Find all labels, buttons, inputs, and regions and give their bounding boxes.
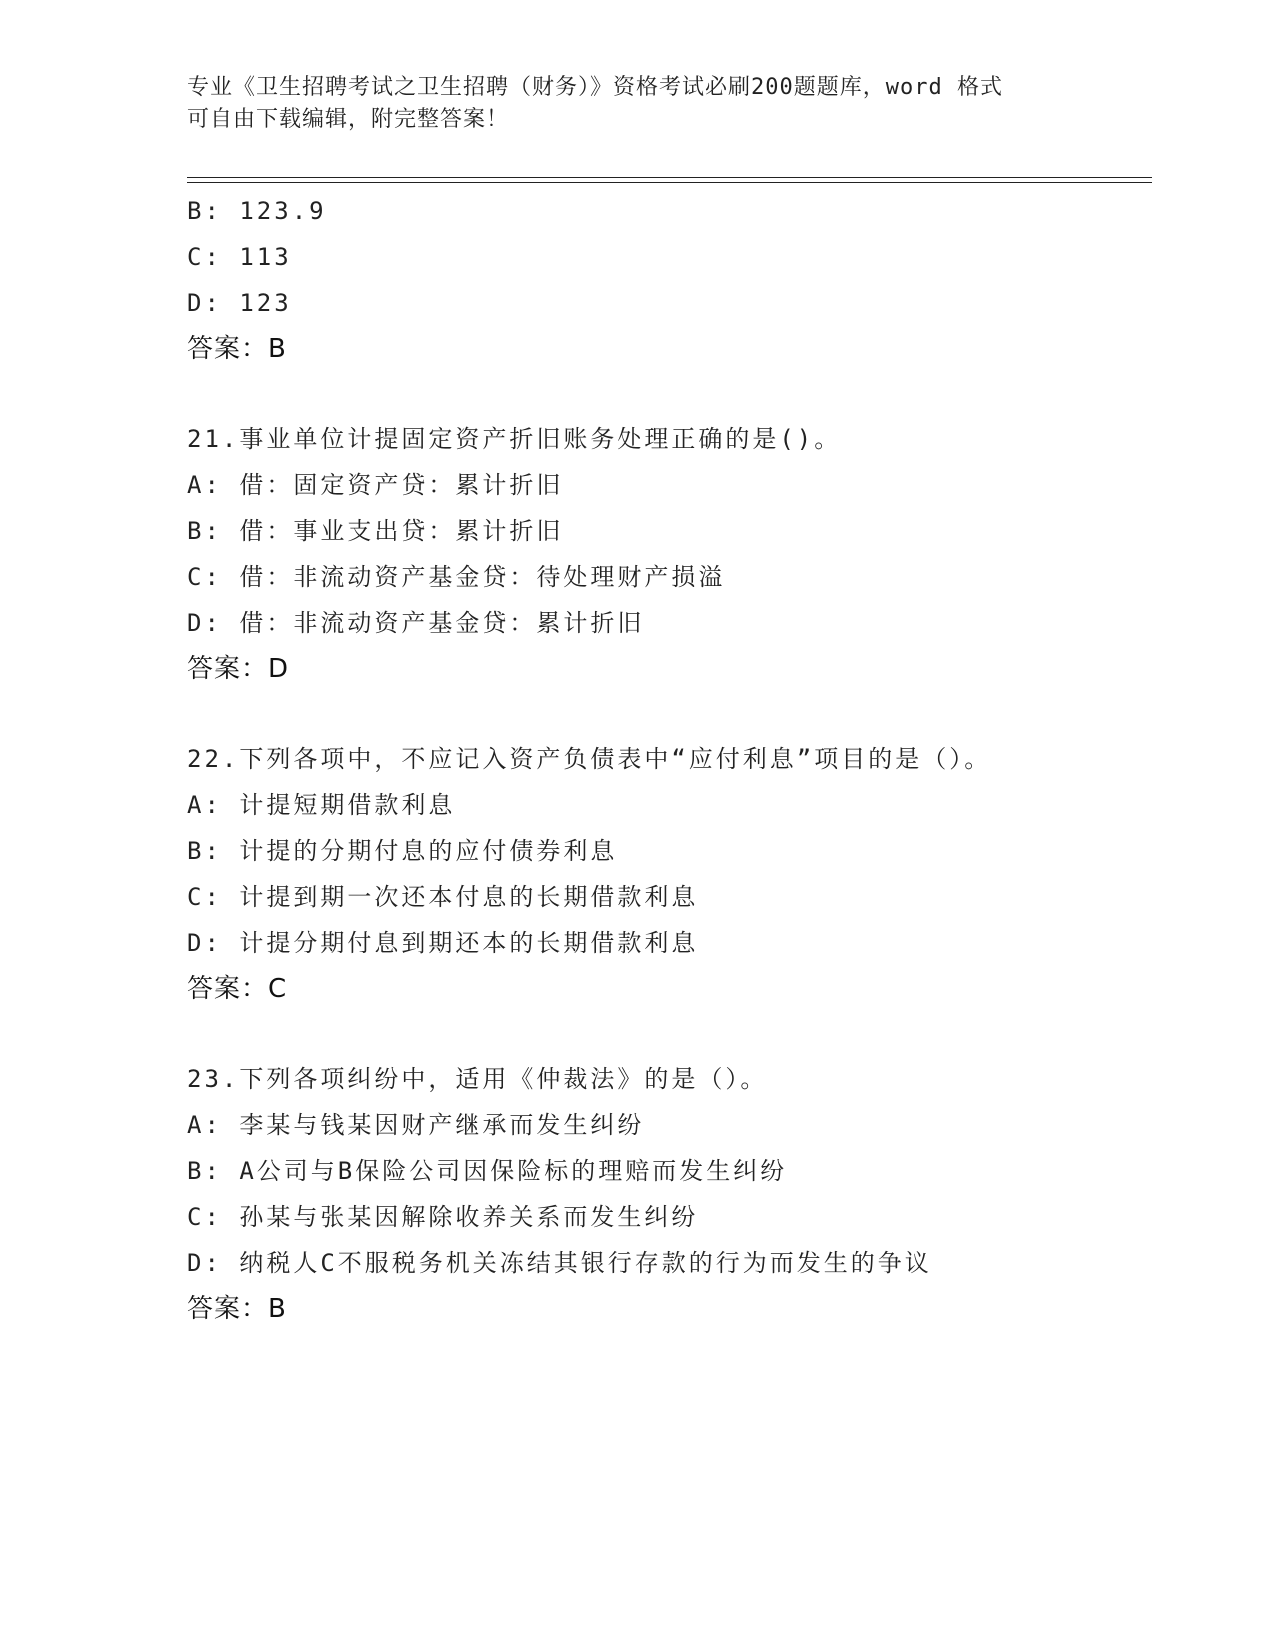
option-b: B: A公司与B保险公司因保险标的理赔而发生纠纷 — [187, 1157, 788, 1185]
option-c: C: 孙某与张某因解除收养关系而发生纠纷 — [187, 1203, 699, 1231]
option-b: B: 计提的分期付息的应付债券利息 — [187, 837, 618, 865]
question-block-23 — [187, 1056, 1167, 1332]
answer-line: 答案：B — [187, 1294, 287, 1324]
option-c: C: 计提到期一次还本付息的长期借款利息 — [187, 883, 699, 911]
header-title-line-1: 专业《卫生招聘考试之卫生招聘（财务）》资格考试必刷200题题库，word 格式 — [187, 75, 1003, 100]
answer-line: 答案：B — [187, 334, 287, 364]
option-c: C: 借：非流动资产基金贷：待处理财产损溢 — [187, 563, 726, 591]
question-block-continued — [187, 188, 1167, 372]
answer-line: 答案：C — [187, 974, 288, 1004]
option-b: B: 借：事业支出贷：累计折旧 — [187, 517, 564, 545]
option-d: D: 纳税人C不服税务机关冻结其银行存款的行为而发生的争议 — [187, 1249, 932, 1277]
question-stem: 23.下列各项纠纷中，适用《仲裁法》的是（）。 — [187, 1065, 768, 1093]
header-divider-bottom — [187, 182, 1152, 183]
question-stem: 21.事业单位计提固定资产折旧账务处理正确的是()。 — [187, 425, 842, 453]
option-d: D: 123 — [187, 289, 292, 317]
option-a: A: 借：固定资产贷：累计折旧 — [187, 471, 564, 499]
option-b: B: 123.9 — [187, 197, 327, 225]
header-title-line-2: 可自由下载编辑，附完整答案！ — [187, 107, 510, 132]
option-a: A: 李某与钱某因财产继承而发生纠纷 — [187, 1111, 645, 1139]
question-block-22 — [187, 736, 1167, 1012]
question-stem: 22.下列各项中，不应记入资产负债表中“应付利息”项目的是（）。 — [187, 745, 992, 773]
question-content — [187, 188, 1167, 1332]
document-header — [187, 72, 1087, 136]
header-divider-top — [187, 177, 1152, 178]
option-a: A: 计提短期借款利息 — [187, 791, 456, 819]
answer-line: 答案：D — [187, 654, 290, 684]
option-d: D: 计提分期付息到期还本的长期借款利息 — [187, 929, 699, 957]
question-block-21 — [187, 416, 1167, 692]
option-c: C: 113 — [187, 243, 292, 271]
option-d: D: 借：非流动资产基金贷：累计折旧 — [187, 609, 645, 637]
